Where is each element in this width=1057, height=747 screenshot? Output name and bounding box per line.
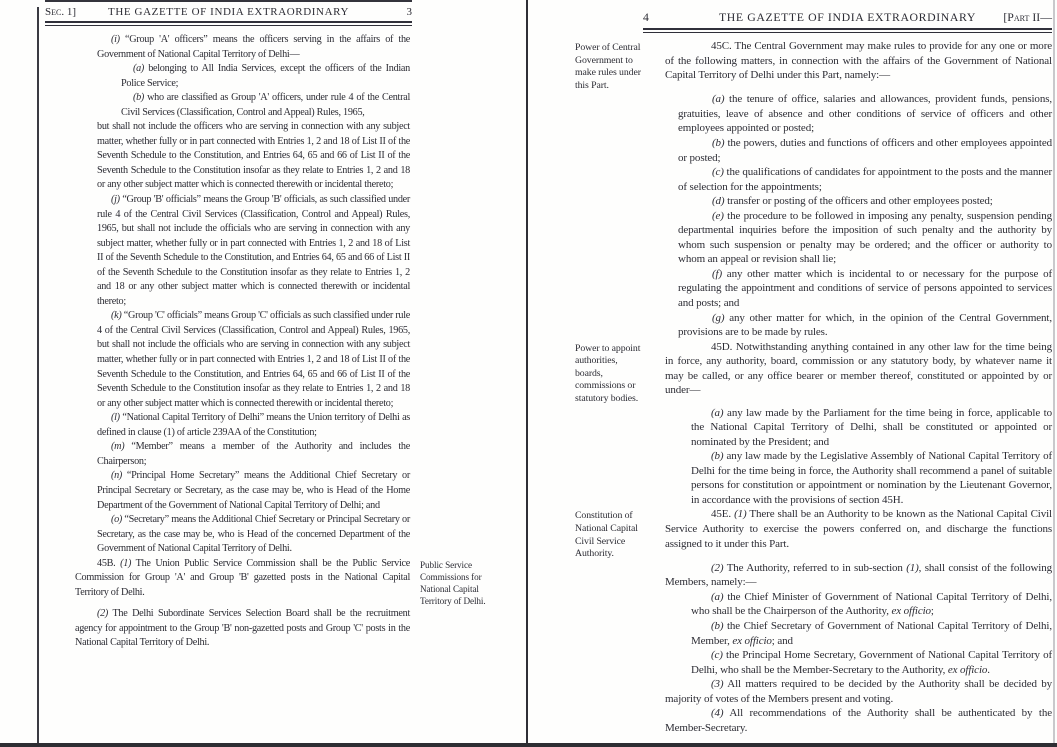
paragraph-row: [45, 62, 527, 91]
statute-paragraph: (a) belonging to All India Services, except the officers of the Indian Police Service;: [121, 63, 410, 89]
paragraph-row: [45, 33, 527, 62]
margin-note-empty: [420, 440, 492, 442]
page-3-header: [45, 0, 412, 26]
margin-note-empty: [420, 62, 492, 64]
paragraph-row: [45, 607, 527, 651]
statute-paragraph: 45E. (1) There shall be an Authority to be known as the National Capital Civil Service Authority to exercise the powers conferred on, and discharge the functions assigned to it under this Part.: [665, 508, 1052, 550]
statute-paragraph: (g) any other matter for which, in the opinion of the Central Government, provisions are to be made by rules.: [678, 311, 1052, 339]
page-3-page-number: 3: [406, 6, 412, 18]
margin-note-empty: [575, 449, 647, 452]
margin-note-empty: [575, 648, 647, 651]
paragraph-row: [45, 411, 527, 440]
margin-note-empty: [575, 561, 647, 564]
statute-paragraph: 45B. (1) The Union Public Service Commission shall be the Public Service Commission for Group 'A' and Group 'B' gazetted posts in the National Capital Territory of Delhi.: [75, 557, 411, 598]
paragraph-row: [45, 513, 527, 557]
statute-paragraph: (f) any other matter which is incidental to or necessary for the purpose of regulating the appointment and conditions of service of persons appointed to services and posts; and: [678, 267, 1052, 310]
margin-note-empty: [420, 120, 492, 122]
statute-paragraph: (2) The Authority, referred to in sub-section (1), shall consist of the following Members, namely:—: [665, 561, 1052, 589]
statute-paragraph: (a) the tenure of office, salaries and allowances, provident funds, pensions, gratuities, leave of absence and other conditions of service of officers and other employees appointed or posted;: [678, 93, 1052, 135]
page-4-header-rule: [643, 28, 1052, 33]
statute-paragraph: (i) “Group 'A' officers” means the officers serving in the affairs of the Government of National Capital Territory of Delhi—: [97, 34, 410, 60]
paragraph-row: [575, 677, 1057, 706]
margin-note-empty: [420, 309, 492, 311]
statute-paragraph: 45C. The Central Government may make rules to provide for any one or more of the following matters, in connection with the affairs of the Government of National Capital Territory of Delhi under this Part, namely:—: [665, 40, 1052, 82]
margin-note-empty: [575, 267, 647, 270]
margin-note-empty: [575, 92, 647, 95]
page-4-right-border: [1053, 0, 1055, 747]
page-3-body: [45, 33, 527, 651]
paragraph-row: [575, 706, 1057, 735]
page-4-header: [643, 0, 1052, 33]
margin-note-empty: [420, 513, 492, 515]
statute-paragraph: but shall not include the officers who are serving in connection with any subject matter, whether fully or in part connected with Entries 1, 2 and 18 of List II of the Seventh Schedule to the Constitution, and Entries 64, 65 and 66 of List II of the Seventh Schedule to the Constitution insofar as they relate to Entries 1, 2 and 18 or any other subject matter which is connected therewith or incidental thereto;: [97, 121, 410, 191]
paragraph-row: [575, 311, 1057, 340]
margin-note: Power to appoint authorities, boards, commissions or statutory bodies.: [575, 342, 641, 405]
page-4-page-number: 4: [643, 10, 649, 24]
statute-paragraph: (b) the powers, duties and functions of officers and other employees appointed or posted;: [678, 137, 1052, 164]
statute-paragraph: (e) the procedure to be followed in imposing any penalty, suspension pending departmental inquiries before the imposition of such penalty and the authority by whom such suspension or penalty may be ordered; and the officer or authority to whom an appeal or revision shall lie;: [678, 209, 1052, 266]
statute-paragraph: 45D. Notwithstanding anything contained in any other law for the time being in force, any authority, board, commission or any statutory body, by whatever name it may be called, or any office bearer or member thereof, constituted or appointed by or under—: [665, 340, 1052, 397]
statute-paragraph: (b) the Chief Secretary of Government of National Capital Territory of Delhi, Member, ex officio; and: [691, 620, 1052, 647]
statute-paragraph: (2) The Delhi Subordinate Services Selection Board shall be the recruitment agency for appointment to the Group 'B' non-gazetted posts and Group 'C' posts in the National Capital Territory of Delhi.: [75, 608, 410, 649]
paragraph-row: [45, 91, 527, 120]
statute-paragraph: (k) “Group 'C' officials” means Group 'C' officials as such classified under rule 4 of the Central Civil Services (Classification, Control and Appeal) Rules, 1965, but shall not include the officials who are serving in connection with any subject matter, whether fully or in part connected with Entries 1, 2 and 18 of List II of the Seventh Schedule to the Constitution, and Entries 64, 65 and 66 of List II of the Seventh Schedule to the Constitution insofar as they relate to Entries 1, 2 and 18 or any other subject matter which is connected therewith or incidental thereto;: [97, 310, 410, 409]
paragraph-row: [45, 469, 527, 513]
statute-paragraph: (a) any law made by the Parliament for the time being in force, applicable to the National Capital Territory of Delhi, shall be constituted or appointed or nominated by the President; and: [691, 406, 1052, 448]
paragraph-row: [45, 557, 527, 607]
margin-note: Power of Central Government to make rules under this Part.: [575, 42, 641, 91]
paragraph-row: [575, 648, 1057, 677]
margin-note-empty: [420, 91, 492, 93]
paragraph-row: [575, 619, 1057, 648]
paragraph-row: [575, 39, 1057, 92]
paragraph-row: [45, 440, 527, 469]
paragraph-row: [45, 193, 527, 309]
margin-note-empty: [575, 136, 647, 139]
page-3-title: THE GAZETTE OF INDIA EXTRAORDINARY: [108, 6, 349, 18]
margin-note-empty: [575, 311, 647, 314]
statute-paragraph: (m) “Member” means a member of the Authority and includes the Chairperson;: [97, 441, 410, 467]
margin-note: Public Service Commissions for National Capital Territory of Delhi.: [420, 559, 486, 606]
paragraph-row: [575, 209, 1057, 267]
paragraph-row: [575, 449, 1057, 507]
paragraph-row: [575, 507, 1057, 560]
statute-paragraph: (o) “Secretary” means the Additional Chief Secretary or Principal Secretary or Secretary, as the case may be, who is Head of the concerned Department of the Government of National Capital Territory of Delhi.: [97, 514, 410, 555]
margin-note-empty: [420, 411, 492, 413]
paragraph-row: [45, 309, 527, 411]
margin-note-empty: [575, 406, 647, 409]
margin-note-empty: [575, 590, 647, 593]
page-4-title: THE GAZETTE OF INDIA EXTRAORDINARY: [719, 10, 976, 24]
statute-paragraph: (n) “Principal Home Secretary” means the Additional Chief Secretary or Principal Secretary or Secretary, as the case may be, who is Head of the Home Department of the Government of National Capital Territory of Delhi; and: [97, 470, 410, 511]
statute-paragraph: (a) the Chief Minister of Government of National Capital Territory of Delhi, who shall be the Chairperson of the Authority, ex officio;: [691, 590, 1052, 618]
paragraph-row: [575, 136, 1057, 165]
page-4-body: [575, 39, 1057, 735]
statute-paragraph: (b) who are classified as Group 'A' officers, under rule 4 of the Central Civil Services (Classification, Control and Appeal) Rules, 1965,: [121, 92, 410, 118]
paragraph-row: [575, 340, 1057, 406]
margin-note: Constitution of National Capital Civil Service Authority.: [575, 510, 638, 560]
statute-paragraph: (j) “Group 'B' officials” means the Group 'B' officials, as such classified under rule 4 of the Central Civil Services (Classification, Control and Appeal) Rules, 1965, but shall not include the officials who are serving in connection with any subject matter, whether fully or in part connected with Entries 1, 2 and 18 of List II of the Seventh Schedule to the Constitution, and Entries 64, 65 and 66 of List II of the Seventh Schedule to the Constitution insofar as they relate to Entries 1, 2 and 18 or any other subject matter which is connected therewith or incidental thereto;: [97, 194, 410, 307]
statute-paragraph: (4) All recommendations of the Authority shall be authenticated by the Member-Secretary.: [665, 707, 1052, 734]
margin-note-empty: [575, 209, 647, 212]
margin-note-empty: [420, 193, 492, 195]
page-4: [527, 0, 1057, 747]
page-3: [0, 0, 527, 747]
statute-paragraph: (c) the qualifications of candidates for appointment to the posts and the manner of selection for the appointments;: [678, 166, 1052, 193]
margin-note-empty: [575, 194, 647, 197]
page-3-left-border: [37, 7, 39, 747]
page-3-header-row: [45, 6, 412, 18]
paragraph-row: [575, 590, 1057, 619]
statute-paragraph: (c) the Principal Home Secretary, Government of National Capital Territory of Delhi, who shall be the Member-Secretary to the Authority, ex officio.: [691, 649, 1052, 676]
paragraph-row: [575, 92, 1057, 136]
margin-note-empty: [420, 607, 492, 609]
page-4-part-label: [Part II—: [1003, 10, 1052, 24]
margin-note-empty: [575, 165, 647, 168]
center-page-divider: [526, 0, 528, 747]
statute-paragraph: (d) transfer or posting of the officers and other employees posted;: [712, 195, 993, 208]
paragraph-row: [575, 194, 1057, 209]
paragraph-row: [575, 406, 1057, 450]
margin-note-empty: [420, 469, 492, 471]
statute-paragraph: (b) any law made by the Legislative Assembly of National Capital Territory of Delhi for the time being in force, the Authority shall recommend a panel of suitable persons for constitution or appointment or nomination by the Lieutenant Governor, in accordance with the provisions of section 45H.: [691, 450, 1052, 506]
page-4-header-row: [643, 10, 1052, 25]
paragraph-row: [575, 165, 1057, 194]
paragraph-row: [575, 561, 1057, 590]
paragraph-row: [575, 267, 1057, 311]
page-3-header-rule: [45, 21, 412, 26]
paragraph-row: [45, 120, 527, 193]
margin-note-empty: [575, 677, 647, 680]
margin-note-empty: [420, 33, 492, 35]
statute-paragraph: (l) “National Capital Territory of Delhi” means the Union territory of Delhi as defined in clause (1) of article 239AA of the Constitution;: [97, 412, 410, 438]
page-3-section-label: Sec. 1]: [45, 6, 77, 18]
margin-note-empty: [575, 619, 647, 622]
bottom-edge-bar: [0, 743, 1057, 747]
statute-paragraph: (3) All matters required to be decided by the Authority shall be decided by majority of votes of the Members present and voting.: [665, 678, 1052, 705]
margin-note-empty: [575, 706, 647, 709]
